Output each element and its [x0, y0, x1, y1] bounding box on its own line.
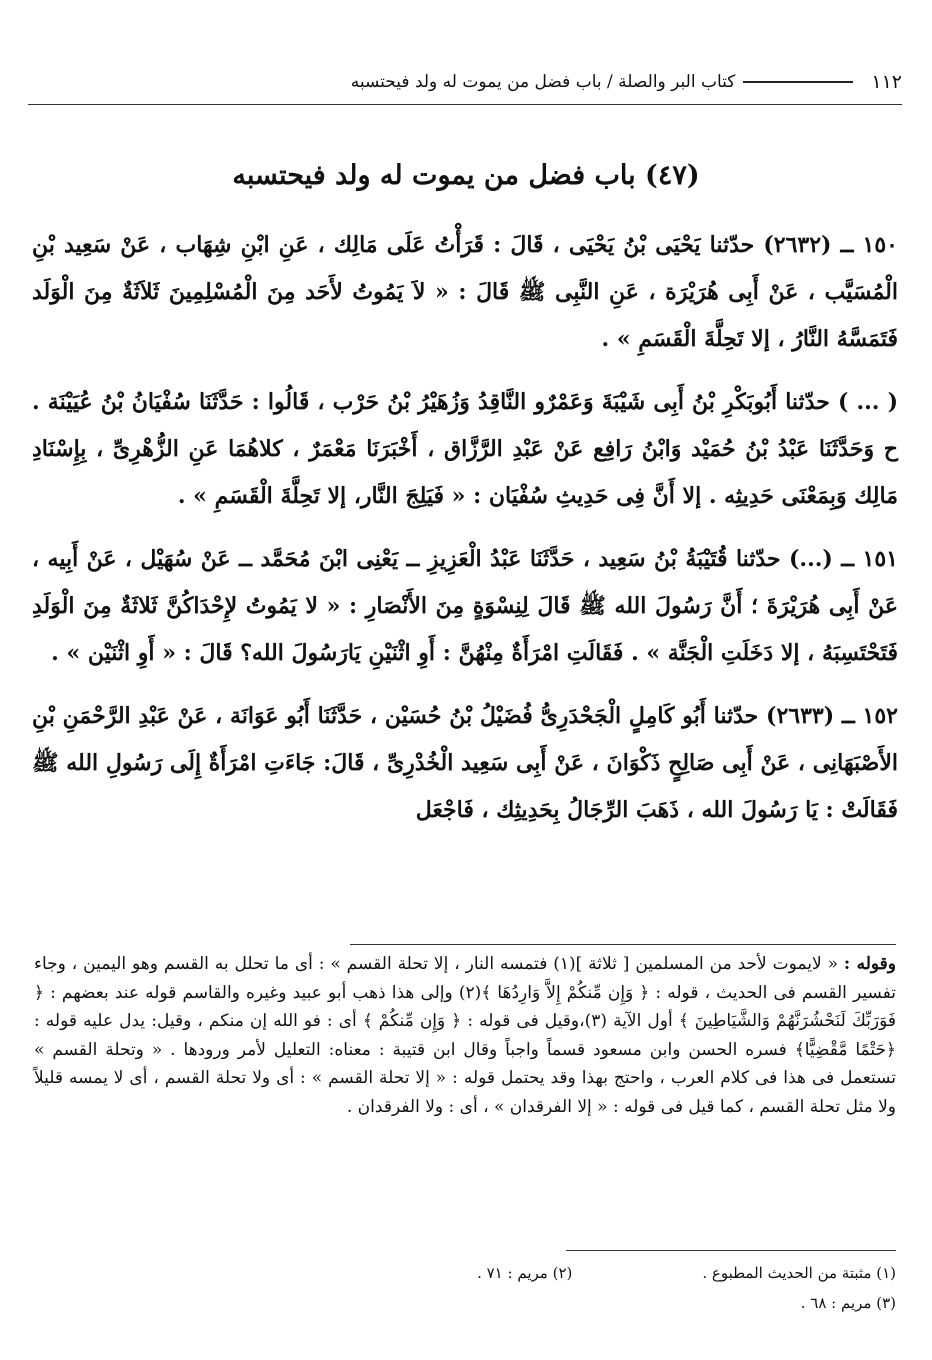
commentary-lead: وقوله : — [843, 954, 896, 974]
footnote-divider — [566, 1250, 896, 1251]
header-divider — [28, 104, 902, 105]
hadith-152: ١٥٢ ــ (٢٦٣٣) حدّثنا أَبُو كَامِلٍ الْجَحْدَرِىُّ فُضَيْلُ بْنُ حُسَيْن ، حَدَّثَنَا أَبُو عَوَانَة ، عَنْ عَبْدِ الرَّحْمَنِ بْنِ الأَصْبَهَانِى ، عَنْ أَبِى صَالِحٍ ذَكْوَانَ ، عَنْ أَبِى سَعِيد الْخُدْرِىِّ ، قَالَ: جَاءَتِ امْرَأَةٌ إِلَى رَسُولِ الله ﷺ فَقَالَتْ : يَا رَسُولَ الله ، ذَهَبَ الرِّجَالُ بِحَدِيثِك ، فَاجْعَل — [32, 703, 898, 823]
header-rule — [743, 81, 853, 83]
footnote-3: (٣) مريم : ٦٨ . — [800, 1294, 896, 1312]
commentary-text: « لايموت لأحد من المسلمين [ ثلاثة ](١) فتمسه النار ، إلا تحلة القسم » : أى ما تحلل به القسم وهو اليمين ، وجاء تفسير القسم فى الحديث ، قوله : ﴿ وَإِن مِّنكُمْ إِلاَّ وَارِدُهَا ﴾(٢) وإلى هذا ذهب أبو عبيد وغيره والقاسم قوله عند بعضهم : ﴿ فَوَرَبِّكَ لَنَحْشُرَنَّهُمْ وَالشَّيَاطِينَ ﴾ أول الآية (٣)،وقيل فى قوله : ﴿ وَإِن مِّنكُمْ ﴾ أى : فو الله إن منكم ، وقيل: يدل عليه قوله : ﴿حَتْمًا مَّقْضِيًّا﴾ فسره الحسن وابن مسعود قسماً واجباً وقال ابن قتيبة : معناه: التعليل لأمر ورودها . « وتحلة القسم » تستعمل فى هذا فى كلام العرب ، واحتج بهذا وقد يحتمل قوله : « إلا تحلة القسم » : أى ولا تحلة القسم ، أى لا يمسه قليلاً ولا مثل تحلة القسم ، كما قيل فى قوله : « إلا الفرقدان » ، أى : ولا الفرقدان . — [34, 954, 897, 1117]
footnote-1: (١) مثبتة من الحديث المطبوع . — [702, 1264, 896, 1282]
footnote-2: (٢) مريم : ٧١ . — [477, 1264, 573, 1282]
commentary — [34, 950, 896, 1121]
footnote-row — [34, 1288, 896, 1318]
footnote-row — [34, 1258, 896, 1288]
hadith-150-chain: ( ... ) حدّثنا أَبُوبَكْرِ بْنُ أَبِى شَيْبَةَ وَعَمْرٌو النَّاقِدُ وَزُهَيْرُ بْنُ حَرْب ، قَالُوا : حَدَّثَنَا سُفْيَانُ بْنُ عُيَيْنَة . ح وَحَدَّثَنَا عَبْدُ بْنُ حُمَيْد وَابْنُ رَافِع عَنْ عَبْدِ الرَّزَّاق ، أَخْبَرَنَا مَعْمَرٌ ، كلاهُمَا عَنِ الزُّهْرِىِّ ، بِإِسْنَادِ مَالِك وَبِمَعْنَى حَدِيثِه . إلا أَنَّ فِى حَدِيثِ سُفْيَان : « فَيَلِجَ النَّار، إلا تَحِلَّةَ الْقَسَمِ » . — [32, 389, 898, 509]
running-title: كتاب البر والصلة / باب فضل من يموت له ولد فيحتسبه — [350, 72, 736, 92]
running-header — [30, 62, 902, 102]
chapter-title: (٤٧) باب فضل من يموت له ولد فيحتسبه — [232, 160, 700, 191]
hadith-text — [32, 222, 898, 850]
page-number: ١١٢ — [871, 71, 902, 93]
commentary-divider — [350, 944, 896, 945]
footnotes — [34, 1258, 896, 1318]
hadith-151: ١٥١ ــ (...) حدّثنا قُتَيْبَةُ بْنُ سَعِيد ، حَدَّثَنَا عَبْدُ الْعَزِيزِ ــ يَعْنِى ابْنَ مُحَمَّد ــ عَنْ سُهَيْل ، عَنْ أَبِيه ، عَنْ أَبِى هُرَيْرَةَ ؛ أَنَّ رَسُولَ الله ﷺ قَالَ لِنِسْوَةٍ مِنَ الأَنْصَارِ : « لا يَمُوتُ لإِحْدَاكُنَّ ثَلاثَةٌ مِنَ الْوَلَدِ فَتَحْتَسِبَهُ ، إلا دَخَلَتِ الْجَنَّة » . فَقَالَتِ امْرَأَةٌ مِنْهُنَّ : أَوِ اثْنَيْنِ يَارَسُولَ الله؟ قَالَ : « أَوِ اثْنَيْن » . — [32, 546, 898, 666]
hadith-150: ١٥٠ ــ (٢٦٣٢) حدّثنا يَحْيَى بْنُ يَحْيَى ، قَالَ : قَرَأْتُ عَلَى مَالِك ، عَنِ ابْنِ شِهَاب ، عَنْ سَعِيد بْنِ الْمُسَيَّب ، عَنْ أَبِى هُرَيْرَة ، عَنِ النَّبِى ﷺ قَالَ : « لاَ يَمُوتُ لأَحَد مِنَ الْمُسْلِمِينَ ثَلاَثَةٌ مِنَ الْوَلَد فَتَمَسَّهُ النَّارُ ، إلا تَحِلَّةَ الْقَسَمِ » . — [32, 232, 898, 352]
commentary-paragraph — [34, 950, 896, 1121]
